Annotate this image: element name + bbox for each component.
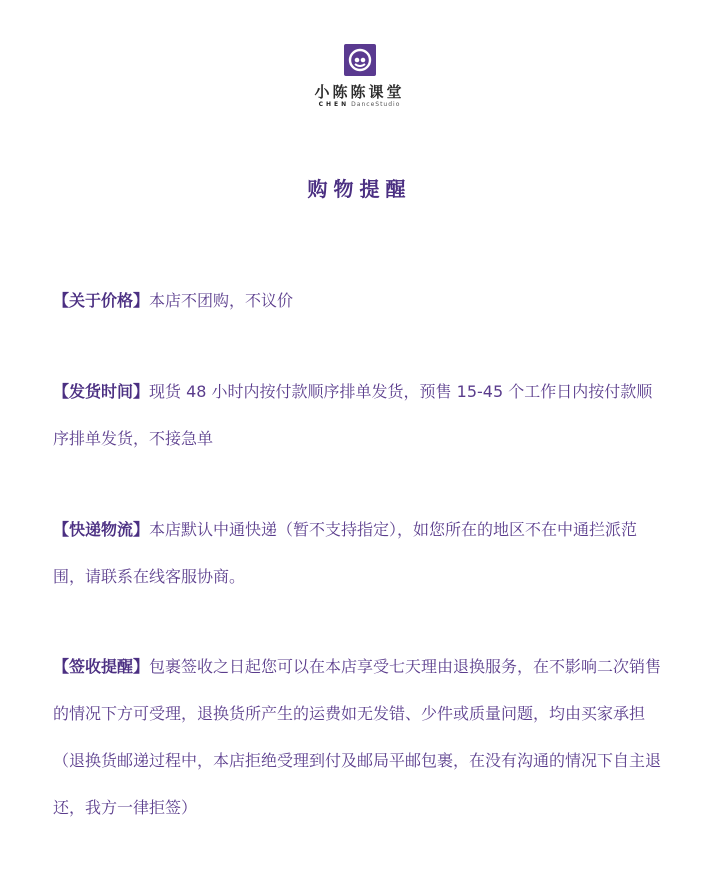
logo-mark-icon	[344, 44, 376, 76]
section-signing-tag: 【签收提醒】	[53, 657, 150, 676]
brand-subtitle	[0, 101, 719, 108]
section-price-tag: 【关于价格】	[53, 291, 150, 310]
brand-sub-text: DanceStudio	[351, 101, 401, 108]
section-express-tag: 【快递物流】	[53, 520, 150, 539]
brand-logo	[0, 44, 719, 108]
section-signing	[53, 643, 668, 831]
brand-sub-bold: CHEN	[318, 101, 350, 108]
section-shipping-tag: 【发货时间】	[53, 382, 150, 401]
page-title: 购物提醒	[307, 177, 412, 201]
section-shipping	[53, 368, 668, 462]
section-signing-text: 包裹签收之日起您可以在本店享受七天理由退换服务，在不影响二次销售的情况下方可受理，退换货所产生的运费如无发错、少件或质量问题，均由买家承担（退换货邮递过程中，本店拒绝受理到付及邮局平邮包裹，在没有沟通的情况下自主退还，我方一律拒签）	[53, 657, 662, 817]
brand-name: 小陈陈课堂	[314, 83, 405, 101]
section-express	[53, 506, 668, 600]
section-price	[53, 277, 668, 324]
section-express-text: 本店默认中通快递（暂不支持指定），如您所在的地区不在中通拦派范围，请联系在线客服协商。	[53, 520, 638, 586]
section-shipping-text: 现货 48 小时内按付款顺序排单发货，预售 15-45 个工作日内按付款顺序排单发货，不接急单	[53, 382, 653, 448]
section-price-text: 本店不团购，不议价	[149, 291, 294, 310]
